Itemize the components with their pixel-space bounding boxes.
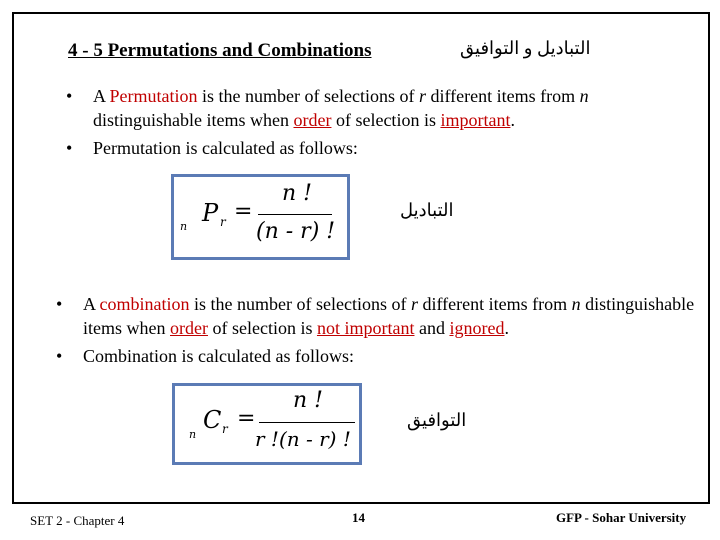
combination-definition: • A combination is the number of selections of r different items from n distinguishable items when order of selection is not important and ignored. bbox=[56, 292, 696, 340]
combination-fraction-bar bbox=[259, 422, 355, 423]
permutation-arabic-label: التباديل bbox=[400, 200, 454, 220]
slide-title-arabic: التباديل و التوافيق bbox=[460, 38, 591, 58]
permutation-order-term: order bbox=[293, 110, 332, 130]
combination-sub-r: r bbox=[222, 422, 228, 436]
permutation-formula-box bbox=[171, 174, 350, 260]
permutation-calc-note: • Permutation is calculated as follows: bbox=[66, 136, 666, 160]
combination-arabic-label: التوافيق bbox=[407, 410, 467, 430]
slide-title: 4 - 5 Permutations and Combinations bbox=[68, 40, 372, 61]
permutation-sub-r: r bbox=[220, 215, 226, 229]
combination-symbol: C bbox=[203, 406, 222, 434]
combination-numerator: n ! bbox=[293, 388, 324, 413]
permutation-denominator: (n - r) ! bbox=[256, 219, 336, 244]
combination-ignored-term: ignored bbox=[449, 318, 505, 338]
combination-term: combination bbox=[99, 294, 190, 314]
combination-equals: = bbox=[237, 406, 256, 431]
permutation-symbol: P bbox=[202, 199, 219, 227]
permutation-bullets bbox=[66, 84, 666, 164]
combination-bullets bbox=[56, 292, 696, 372]
permutation-important-term: important bbox=[440, 110, 511, 130]
permutation-definition: • A Permutation is the number of selections of r different items from n distinguishable items when order of selection is important. bbox=[66, 84, 666, 132]
combination-not-important-term: not important bbox=[316, 318, 415, 338]
footer-divider bbox=[12, 502, 710, 504]
combination-order-term: order bbox=[170, 318, 208, 338]
combination-formula-box bbox=[172, 383, 362, 465]
footer-page-number: 14 bbox=[352, 510, 365, 525]
permutation-numerator: n ! bbox=[282, 181, 313, 206]
combination-calc-note: • Combination is calculated as follows: bbox=[56, 344, 696, 368]
permutation-sub-n: n bbox=[180, 220, 188, 233]
permutation-term: Permutation bbox=[109, 86, 198, 106]
combination-denominator: r !(n - r) ! bbox=[255, 427, 351, 451]
permutation-fraction-bar bbox=[258, 214, 332, 215]
permutation-equals: = bbox=[234, 199, 253, 224]
footer-chapter: SET 2 - Chapter 4 bbox=[30, 513, 125, 528]
footer-institution: GFP - Sohar University bbox=[556, 510, 687, 525]
combination-sub-n: n bbox=[189, 428, 197, 441]
